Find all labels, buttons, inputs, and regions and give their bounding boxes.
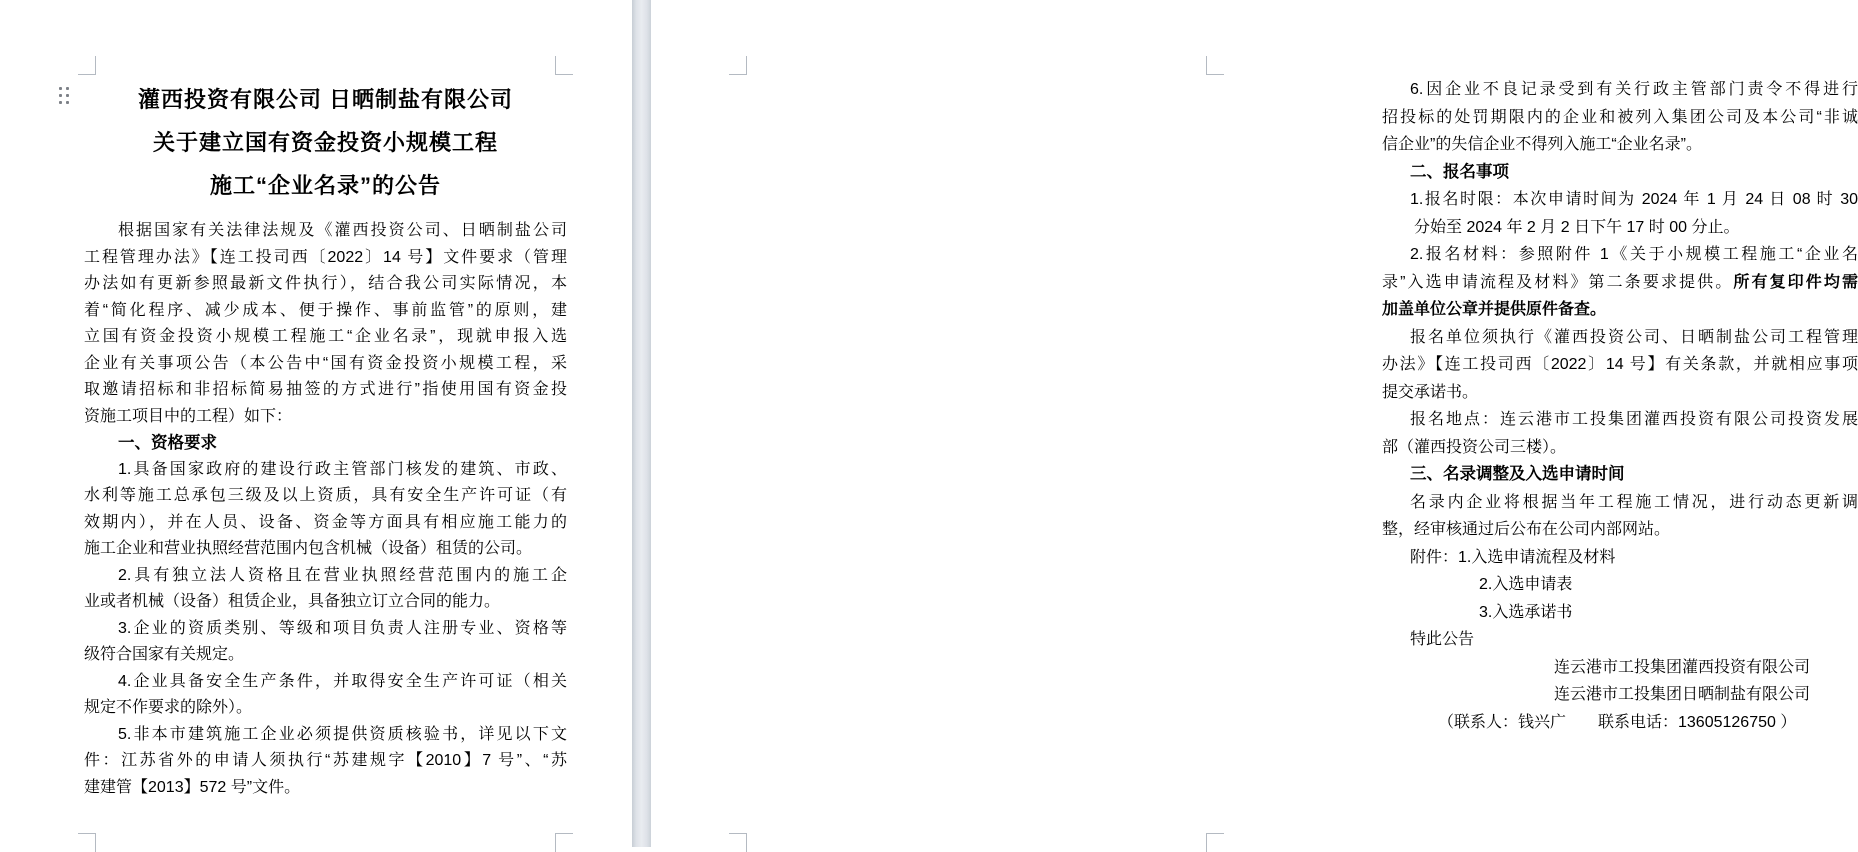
text-line xyxy=(84,589,567,616)
text-run: 连云港市工投集团灌西投资有限公司 xyxy=(1553,658,1810,676)
text-line xyxy=(1382,214,1858,242)
text-line xyxy=(84,536,567,563)
text-run: 立国有资金投资小规模工程施工“企业名录”，现就申报入选 xyxy=(84,328,567,345)
text-run: 工程管理办法》【连工投司西〔2022〕14 号】文件要求（管理 xyxy=(84,248,567,266)
text-line xyxy=(84,775,567,802)
text-line xyxy=(1382,324,1858,352)
text-run: 2.入选申请表 xyxy=(1479,576,1573,593)
text-run: 企业有关事项公告（本公告中“国有资金投资小规模工程，采 xyxy=(84,354,567,372)
text-run: 3.入选承诺书 xyxy=(1479,603,1573,621)
crop-mark-top-left-p1 xyxy=(78,56,96,75)
text-run: 1.具备国家政府的建设行政主管部门核发的建筑、市政、 xyxy=(118,460,567,478)
text-line xyxy=(1382,296,1858,324)
text-run: 2.具有独立法人资格且在营业执照经营范围内的施工企 xyxy=(118,566,567,584)
text-run: 效期内），并在人员、设备、资金等方面具有相应施工能力的 xyxy=(84,513,567,531)
page1-body-text xyxy=(84,218,567,801)
text-run: 施工企业和营业执照经营范围内包含机械（设备）租赁的公司。 xyxy=(84,540,533,557)
text-run: 件：江苏省外的申请人须执行“苏建规字【2010】7 号”、“苏 xyxy=(84,752,567,769)
title-line-2: 关于建立国有资金投资小规模工程 xyxy=(152,130,498,155)
text-run-bold: 所有复印件均需 xyxy=(1733,273,1858,291)
text-run: 加盖单位公章并提供原件备查。 xyxy=(1382,301,1607,318)
document-page-1[interactable] xyxy=(0,0,632,847)
text-line xyxy=(84,669,567,696)
text-run: 一、资格要求 xyxy=(118,434,217,452)
text-run: （联系人：钱兴广 联系电话：13605126750 ） xyxy=(1438,713,1797,731)
text-line xyxy=(1382,709,1858,737)
text-line xyxy=(1382,461,1858,489)
crop-mark-top-left-p2 xyxy=(729,56,747,75)
drag-dot xyxy=(59,101,62,104)
text-run: 5.非本市建筑施工企业必须提供资质核验书，详见以下文 xyxy=(118,725,567,743)
text-run: 连云港市工投集团日晒制盐有限公司 xyxy=(1553,686,1810,703)
text-run: 级符合国家有关规定。 xyxy=(84,646,245,663)
paragraph-drag-handle-icon[interactable] xyxy=(59,87,69,104)
text-run: 取邀请招标和非招标简易抽签的方式进行”指使用国有资金投 xyxy=(84,381,567,398)
text-run: 报名地点：连云港市工投集团灌西投资有限公司投资发展 xyxy=(1410,411,1858,428)
drag-dot xyxy=(66,94,69,97)
text-line xyxy=(84,218,567,245)
drag-dot xyxy=(66,87,69,90)
text-line xyxy=(1382,489,1858,517)
text-line xyxy=(84,377,567,404)
text-run: 根据国家有关法律法规及《灌西投资公司、日晒制盐公司 xyxy=(118,222,567,239)
text-line xyxy=(1382,104,1858,132)
text-run: 整，经审核通过后公布在公司内部网站。 xyxy=(1382,521,1671,538)
text-line xyxy=(84,457,567,484)
text-line xyxy=(1382,186,1858,214)
drag-dot xyxy=(59,94,62,97)
text-run: 资施工项目中的工程）如下： xyxy=(84,407,293,425)
text-run: 名录内企业将根据当年工程施工情况，进行动态更新调 xyxy=(1410,493,1858,511)
text-run: 2.报名材料：参照附件 1《关于小规模工程施工“企业名 xyxy=(1410,246,1858,263)
title-line-3: 施工“企业名录”的公告 xyxy=(209,173,441,198)
text-line xyxy=(84,351,567,378)
crop-mark-bottom-left-p2 xyxy=(729,833,747,852)
text-line xyxy=(1382,681,1858,709)
text-line xyxy=(84,695,567,722)
text-run: 二、报名事项 xyxy=(1410,162,1509,181)
text-run: 招投标的处罚期限内的企业和被列入集团公司及本公司“非诚 xyxy=(1382,108,1858,126)
text-line xyxy=(1382,654,1858,682)
crop-mark-bottom-right-p2 xyxy=(1206,833,1224,852)
text-run: 报名单位须执行《灌西投资公司、日晒制盐公司工程管理 xyxy=(1410,328,1858,346)
document-page-2[interactable] xyxy=(651,0,1858,847)
text-line xyxy=(1382,626,1858,654)
text-run: 水利等施工总承包三级及以上资质，具有安全生产许可证（有 xyxy=(84,487,567,504)
drag-dot xyxy=(59,87,62,90)
text-line xyxy=(1382,131,1858,159)
text-run: 3.企业的资质类别、等级和项目负责人注册专业、资格等 xyxy=(118,619,567,637)
text-line xyxy=(1382,434,1858,462)
text-line xyxy=(1382,351,1858,379)
text-line xyxy=(1382,241,1858,269)
crop-mark-top-right-p2 xyxy=(1206,56,1224,75)
text-run: 4.企业具备安全生产条件，并取得安全生产许可证（相关 xyxy=(118,672,567,690)
text-run: 信企业”的失信企业不得列入施工“企业名录”。 xyxy=(1382,136,1702,153)
text-line xyxy=(84,748,567,775)
text-run: 着“简化程序、减少成本、便于操作、事前监管”的原则，建 xyxy=(84,301,567,319)
text-run: 三、名录调整及入选申请时间 xyxy=(1410,465,1625,483)
text-line xyxy=(84,483,567,510)
crop-mark-bottom-left-p1 xyxy=(78,833,96,852)
text-line xyxy=(84,430,567,457)
page2-body-text xyxy=(1382,76,1858,736)
crop-mark-top-right-p1 xyxy=(555,56,573,75)
text-line xyxy=(1382,76,1858,104)
text-line xyxy=(1382,544,1858,572)
crop-mark-bottom-right-p1 xyxy=(555,833,573,852)
text-line xyxy=(84,722,567,749)
text-line xyxy=(84,404,567,431)
text-line xyxy=(84,245,567,272)
text-run: 1.报名时限：本次申请时间为 2024 年 1 月 24 日 08 时 30 xyxy=(1410,191,1858,208)
page-gap xyxy=(632,0,651,847)
text-line xyxy=(84,616,567,643)
text-run: 规定不作要求的除外）。 xyxy=(84,699,253,716)
text-run: 部（灌西投资公司三楼）。 xyxy=(1382,438,1567,456)
text-run: 提交承诺书。 xyxy=(1382,383,1479,401)
text-line xyxy=(1382,159,1858,187)
text-line xyxy=(1382,379,1858,407)
drag-dot xyxy=(66,101,69,104)
text-line xyxy=(84,563,567,590)
text-line xyxy=(1382,516,1858,544)
text-line xyxy=(1382,599,1858,627)
text-run: 附件：1.入选申请流程及材料 xyxy=(1410,548,1616,566)
text-run: 6.因企业不良记录受到有关行政主管部门责令不得进行 xyxy=(1410,81,1858,98)
text-run: 建建管【2013】572 号”文件。 xyxy=(84,778,301,796)
text-run: 分始至 2024 年 2 月 2 日下午 17 时 00 分止。 xyxy=(1414,218,1740,236)
title-line-1: 灌西投资有限公司 日晒制盐有限公司 xyxy=(137,87,514,112)
text-run: 办法如有更新参照最新文件执行），结合我公司实际情况，本 xyxy=(84,275,567,292)
document-title xyxy=(84,78,567,207)
text-run: 办法》【连工投司西〔2022〕14 号】有关条款，并就相应事项 xyxy=(1382,356,1858,373)
text-line xyxy=(84,324,567,351)
text-line xyxy=(1382,571,1858,599)
text-line xyxy=(84,271,567,298)
text-run: 特此公告 xyxy=(1410,631,1475,648)
text-line xyxy=(1382,406,1858,434)
text-line xyxy=(84,642,567,669)
text-run: 业或者机械（设备）租赁企业，具备独立订立合同的能力。 xyxy=(84,593,501,610)
text-line xyxy=(1382,269,1858,297)
text-line xyxy=(84,298,567,325)
text-line xyxy=(84,510,567,537)
text-run: 录”入选申请流程及材料》第二条要求提供。 xyxy=(1382,273,1734,291)
